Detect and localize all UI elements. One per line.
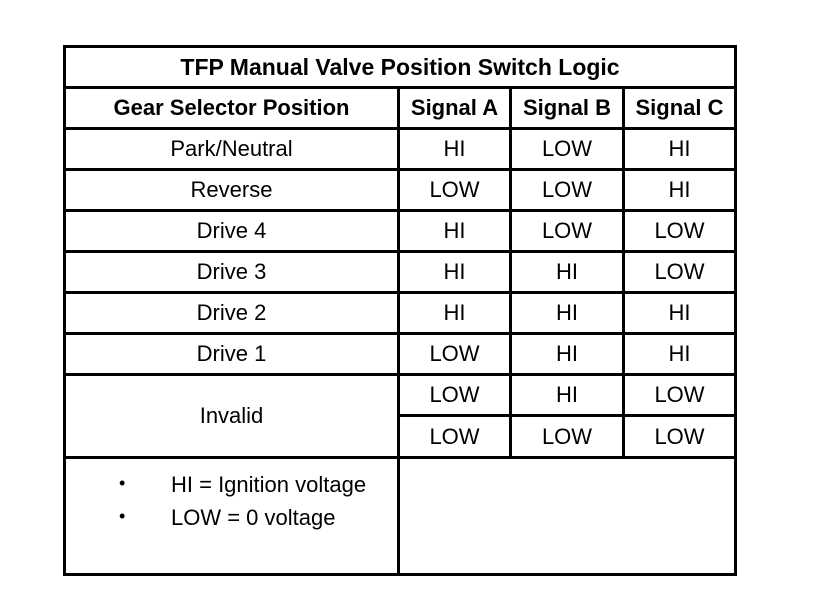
header-gear-selector-position: Gear Selector Position: [113, 95, 350, 120]
rule-invalid-split: [397, 414, 734, 417]
row-signal-c: HI: [668, 177, 691, 202]
rule-below-header: [66, 127, 734, 130]
row-position: Drive 1: [196, 341, 267, 366]
row-position-invalid: Invalid: [199, 403, 264, 428]
row-position: Drive 3: [196, 259, 267, 284]
row-signal-b: HI: [556, 341, 578, 366]
rule-below-title: [66, 86, 734, 89]
row-signal-a: HI: [443, 136, 466, 161]
legend-item-hi: HI = Ignition voltage: [171, 472, 367, 497]
row-signal-b: HI: [556, 300, 578, 325]
rule: [66, 332, 734, 335]
rule: [66, 209, 734, 212]
row-signal-a: LOW: [429, 382, 480, 407]
rule: [66, 250, 734, 253]
row-signal-a: LOW: [429, 423, 480, 449]
row-signal-c: HI: [668, 300, 691, 325]
row-signal-b: HI: [556, 259, 578, 284]
row-signal-c: HI: [668, 341, 691, 366]
row-signal-b: LOW: [541, 177, 593, 202]
row-position: Drive 4: [196, 218, 267, 243]
row-signal-b: LOW: [541, 423, 593, 449]
header-signal-c: Signal C: [635, 95, 724, 120]
column-rule: [509, 89, 512, 456]
row-signal-a: HI: [443, 259, 466, 284]
legend: [66, 459, 397, 573]
bullet-icon: •: [119, 506, 126, 526]
rule: [66, 373, 734, 376]
column-rule: [622, 89, 625, 456]
row-signal-c: LOW: [654, 259, 705, 284]
rule: [66, 168, 734, 171]
switch-logic-table: [63, 45, 737, 576]
row-position: Park/Neutral: [170, 136, 293, 161]
row-position: Reverse: [190, 177, 273, 202]
row-signal-a: LOW: [429, 177, 480, 202]
legend-item-low: LOW = 0 voltage: [171, 505, 336, 530]
column-rule: [397, 89, 400, 573]
header-signal-a: Signal A: [410, 95, 499, 120]
row-signal-c: LOW: [654, 218, 705, 243]
row-signal-b: LOW: [541, 136, 593, 161]
row-signal-c: HI: [668, 136, 691, 161]
bullet-icon: •: [119, 473, 126, 493]
row-signal-b: HI: [556, 382, 578, 407]
row-signal-a: LOW: [429, 341, 480, 366]
row-signal-c: LOW: [654, 382, 705, 407]
row-position: Drive 2: [196, 300, 267, 325]
row-signal-a: HI: [443, 218, 466, 243]
header-signal-b: Signal B: [522, 95, 611, 120]
row-signal-c: LOW: [654, 423, 705, 449]
rule: [66, 291, 734, 294]
row-signal-b: LOW: [541, 218, 593, 243]
table-title: TFP Manual Valve Position Switch Logic: [180, 53, 620, 80]
row-signal-a: HI: [443, 300, 466, 325]
